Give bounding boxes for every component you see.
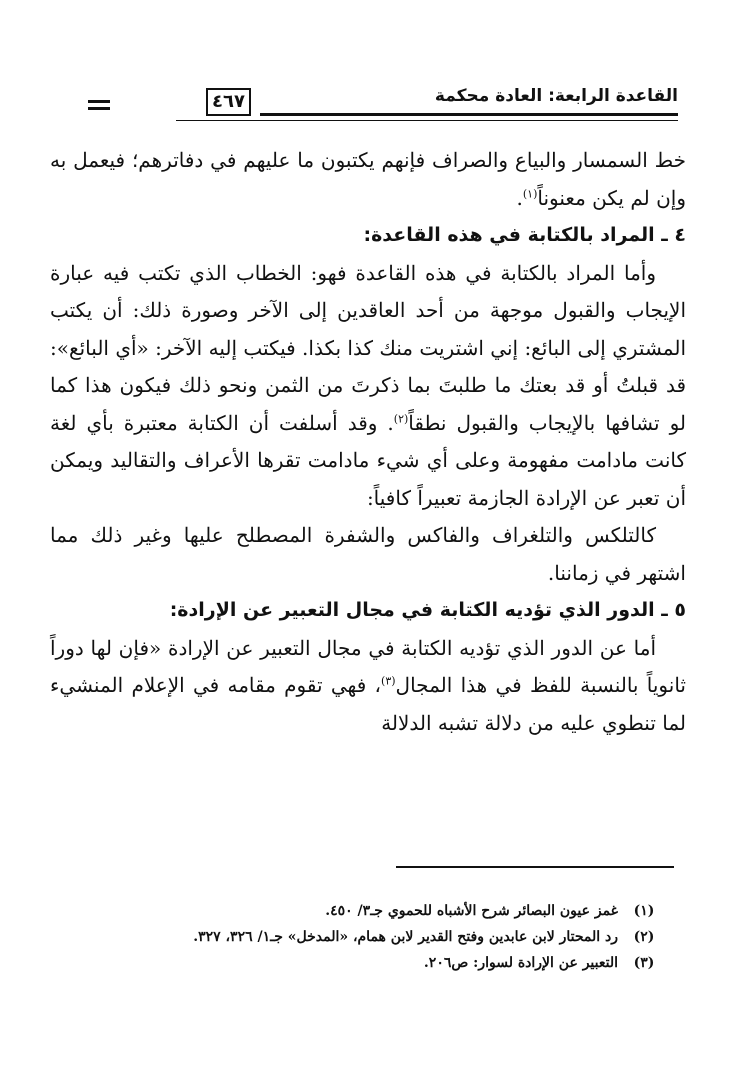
footnote-ref[interactable]: (٢)	[393, 411, 409, 425]
footnote-number: (١)	[633, 903, 655, 919]
footnote-item	[60, 898, 656, 924]
running-head: القاعدة الرابعة: العادة محكمة	[434, 86, 678, 106]
header-dash	[88, 100, 110, 103]
header-dash	[88, 107, 110, 110]
header-rule-thin	[176, 120, 678, 121]
footnote-item	[60, 950, 656, 976]
paragraph: كالتلكس والتلغراف والفاكس والشفرة المصطلح عليها وغير ذلك مما اشتهر في زماننا.	[50, 523, 686, 585]
section-heading: ٤ ـ المراد بالكتابة في هذه القاعدة:	[363, 224, 686, 246]
footnote-number: (٣)	[633, 955, 655, 971]
paragraph: وأما المراد بالكتابة في هذه القاعدة فهو: الخطاب الذي تكتب فيه عبارة الإيجاب والقبول موجهة من أحد العاقدين إلى الآخر وصورة ذلك: أن يكتب المشتري إلى البائع: إني اشتريت منك كذا بكذا. فيكتب إليه الآخر: «أي البائع»: قد قبلتُ أو قد بعتك ما طلبتَ بما ذكرتَ من الثمن ونحو ذلك فيكون هذا كما لو تشافها بالإيجاب والقبول نطقاً$^{(٢)}$. وقد أسلفت أن الكتابة معتبرة بأي لغة كانت مادامت مفهومة وعلى أي شيء مادامت تقرها الأعراف والتقاليد ويمكن أن تعبر عن الإرادة الجازمة تعبيراً كافياً:	[50, 260, 687, 510]
paragraph: خط السمسار والبياع والصراف فإنهم يكتبون ما عليهم في دفاترهم؛ فيعمل به وإن لم يكن معنوناً$^{(١)}$.	[50, 148, 686, 210]
footnote-ref[interactable]: (٣)	[381, 674, 396, 688]
footnote-number: (٢)	[633, 929, 655, 945]
main-text	[50, 142, 686, 742]
footnotes	[60, 898, 656, 976]
footnote-item	[60, 924, 656, 950]
footnote-text: رد المحتار لابن عابدين وفتح القدير لابن همام، «المدخل» جـ١/ ٣٢٦، ٣٢٧.	[193, 929, 618, 945]
footnote-text: غمز عيون البصائر شرح الأشباه للحموي جـ٣/ ٤٥٠.	[325, 903, 618, 919]
page-number: ٤٦٧	[206, 88, 251, 116]
header-rule	[260, 113, 678, 116]
footnote-text: التعبير عن الإرادة لسوار: ص٢٠٦.	[423, 955, 618, 971]
footnote-ref[interactable]: (١)	[522, 186, 538, 200]
footnote-separator	[396, 866, 674, 868]
page-header	[88, 86, 678, 122]
paragraph: أما عن الدور الذي تؤديه الكتابة في مجال التعبير عن الإرادة «فإن لها دوراً ثانوياً بالنسبة للفظ في هذا المجال$^{(٣)}$، فهي تقوم مقامه في الإعلام المنشيء لما تنطوي عليه من دلالة تشبه الدلالة	[50, 635, 686, 735]
section-heading: ٥ ـ الدور الذي تؤديه الكتابة في مجال التعبير عن الإرادة:	[169, 599, 686, 621]
